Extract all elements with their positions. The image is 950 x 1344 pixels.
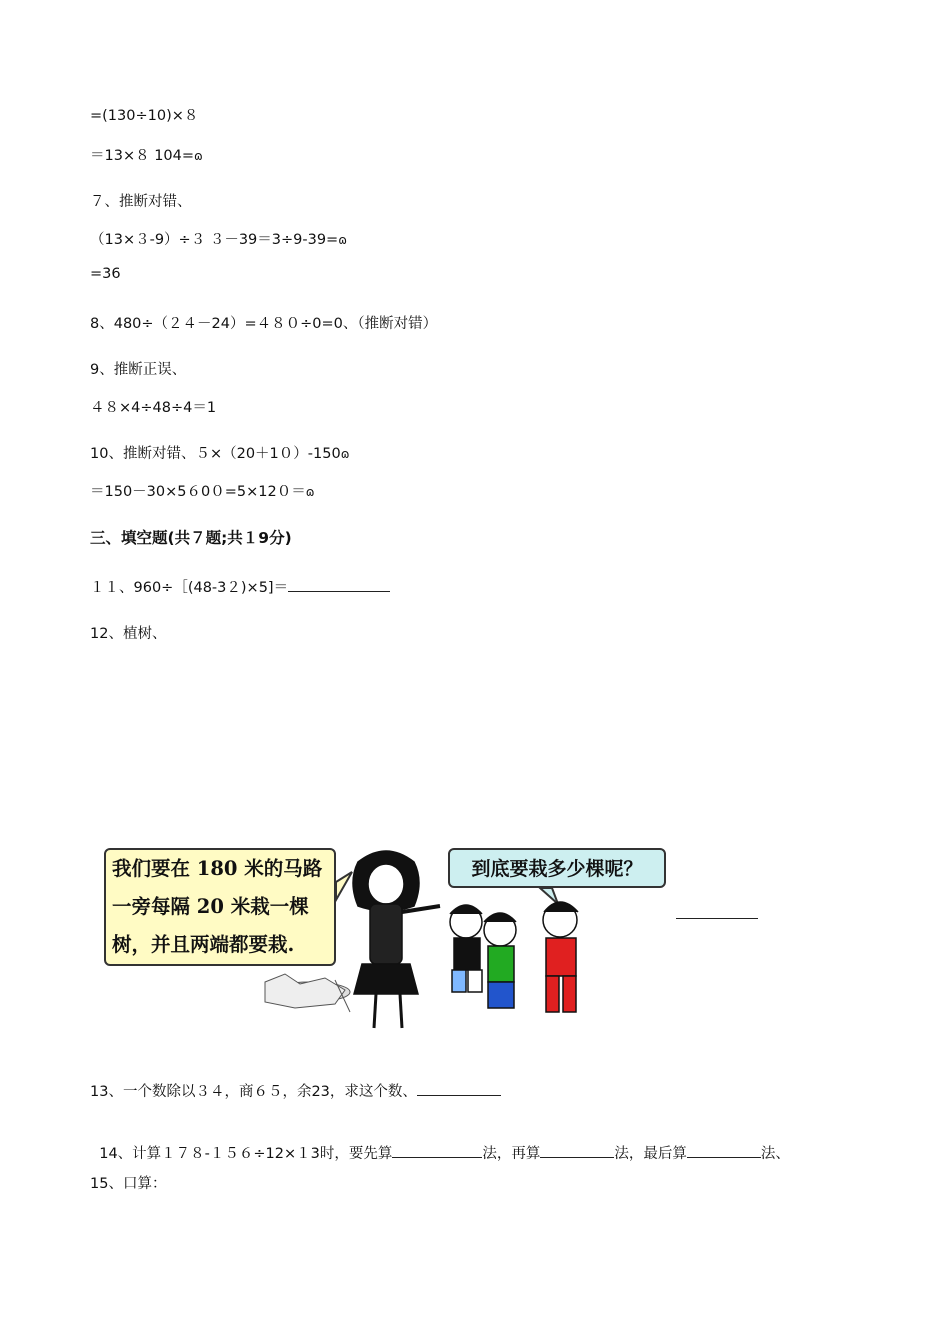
child-blue-figure <box>450 905 482 992</box>
question-12-answer-blank[interactable] <box>676 918 758 919</box>
teacher-speech-line-2: 一旁每隔 20 米栽一棵 <box>112 895 309 918</box>
question-8: 8、480÷（２４－24）=４８０÷0=0、（推断对错） <box>90 316 438 332</box>
question-13-text: 13、一个数除以３４，商６５，余23，求这个数、 <box>90 1084 417 1100</box>
question-14-part-b: 法，再算 <box>482 1146 541 1162</box>
question-13 <box>90 1080 501 1101</box>
child-green-figure <box>484 913 516 1008</box>
section-3-heading: 三、填空题(共７题;共１9分) <box>90 529 292 547</box>
child-bubble-tail <box>540 888 558 904</box>
question-10-title <box>90 442 349 463</box>
question-11 <box>90 576 390 597</box>
question-10-expression <box>90 480 314 501</box>
tree-planting-illustration <box>100 842 680 1032</box>
question-12: 12、植树、 <box>90 626 167 642</box>
question-14-blank-1[interactable] <box>392 1143 482 1158</box>
question-13-answer-blank[interactable] <box>417 1081 501 1096</box>
question-14-blank-3[interactable] <box>687 1143 761 1158</box>
question-7-expression-text: （13×３-9）÷３ ３－39＝3÷9-39= <box>90 232 339 248</box>
question-7-expression <box>90 228 347 249</box>
ground-debris-icon <box>265 974 350 1012</box>
child-red-figure <box>543 902 578 1012</box>
teacher-bubble-tail <box>336 872 352 900</box>
question-14 <box>90 1126 790 1163</box>
question-14-blank-2[interactable] <box>540 1143 614 1158</box>
garbled-glyph-icon: ɷ <box>338 233 347 247</box>
question-14-part-c: 法，最后算 <box>614 1146 687 1162</box>
question-10-title-text: 10、推断对错、５×（20＋1０）-150 <box>90 446 341 462</box>
question-10-expression-text: ＝150－30×5６0０=5×12０＝ <box>90 484 306 500</box>
garbled-glyph-icon: ɷ <box>340 447 350 461</box>
question-9-title: 9、推断正误、 <box>90 362 187 378</box>
step-line-2 <box>90 144 203 165</box>
step-line-1: =(130÷10)×８ <box>90 108 199 124</box>
step-line-2-text: ＝13×８ 104= <box>90 148 195 164</box>
question-14-part-a: 14、计算１７８-１５６÷12×１3时，要先算 <box>99 1146 393 1162</box>
question-11-answer-blank[interactable] <box>288 577 390 592</box>
question-11-text: １１、960÷［(48-3２)×5]＝ <box>90 580 289 596</box>
child-speech-bubble: 到底要栽多少棵呢？ <box>448 848 666 888</box>
question-14-part-d: 法、 <box>760 1146 790 1162</box>
garbled-glyph-icon: ɷ <box>194 149 203 163</box>
question-7-result: =36 <box>90 266 121 282</box>
teacher-speech-line-3: 树，并且两端都要栽. <box>112 933 295 956</box>
garbled-glyph-icon: ɷ <box>305 485 315 499</box>
cartoon-figures <box>100 842 680 1032</box>
question-7-title: ７、推断对错、 <box>90 194 192 210</box>
teacher-figure <box>353 851 440 1028</box>
teacher-speech-line-1: 我们要在 180 米的马路 <box>112 857 323 880</box>
question-15: 15、口算： <box>90 1176 167 1192</box>
question-9-expression: ４８×4÷48÷4＝1 <box>90 400 217 416</box>
